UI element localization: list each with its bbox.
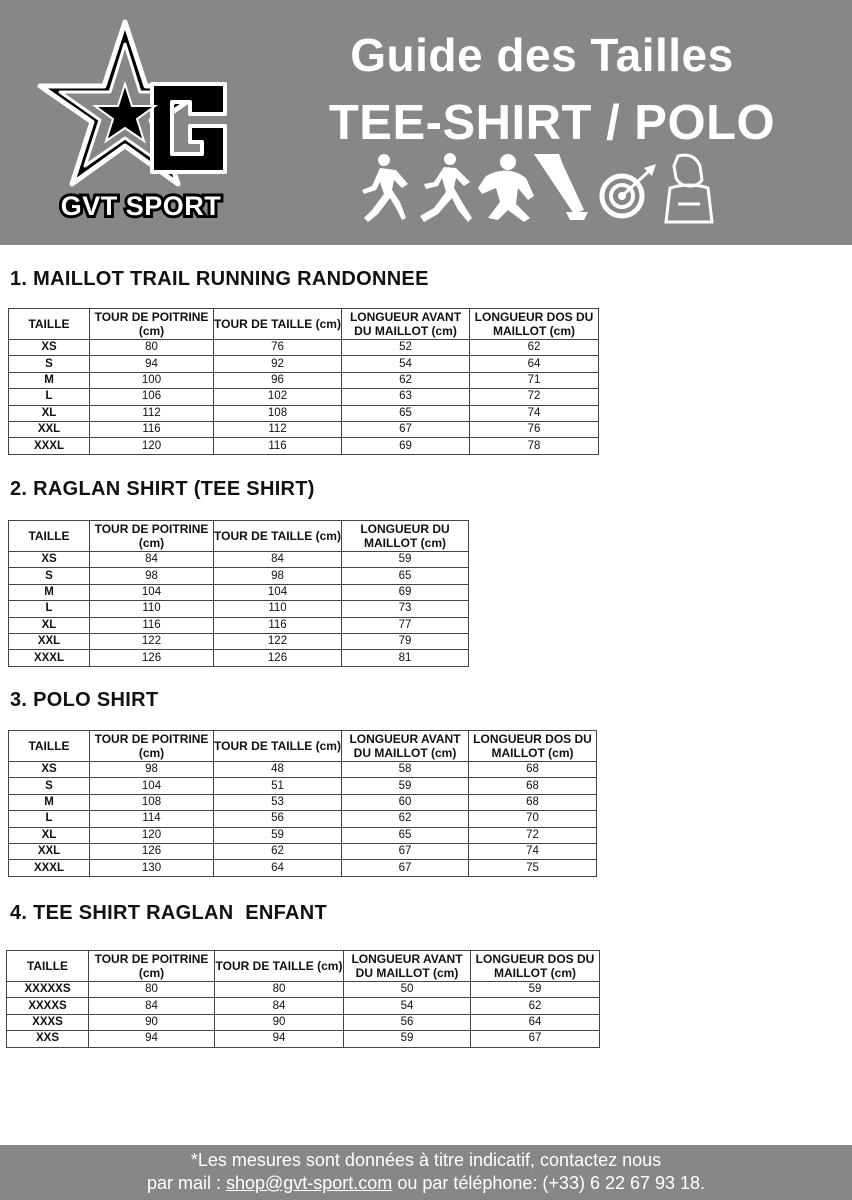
email-link[interactable]: shop@gvt-sport.com	[225, 1173, 393, 1193]
table-cell: 48	[214, 762, 342, 778]
table-row	[9, 843, 597, 859]
section-title-tee-shirt-enfant: 4. TEE SHIRT RAGLAN ENFANT	[10, 902, 328, 924]
table-cell: 59	[342, 778, 469, 794]
column-header: TOUR DE POITRINE (cm)	[90, 521, 214, 552]
table-cell: 62	[342, 372, 470, 388]
table-cell: 54	[344, 998, 471, 1014]
table-cell: 56	[214, 811, 342, 827]
section-title-maillot-trail: 1. MAILLOT TRAIL RUNNING RANDONNEE	[10, 268, 429, 290]
column-header: TOUR DE TAILLE (cm)	[214, 521, 342, 552]
table-cell: 90	[89, 1014, 215, 1030]
table-row	[9, 811, 597, 827]
table-cell: 126	[214, 650, 342, 666]
table-row	[9, 340, 599, 356]
table-cell: 96	[214, 372, 342, 388]
table-cell: 98	[90, 762, 214, 778]
size-cell: M	[9, 584, 90, 600]
column-header: TOUR DE POITRINE (cm)	[89, 951, 215, 982]
table-row	[9, 827, 597, 843]
size-table-maillot-trail	[8, 308, 599, 455]
size-cell: XXXL	[9, 650, 90, 666]
table-cell: 67	[471, 1031, 600, 1047]
table-cell: 74	[470, 405, 599, 421]
sport-icons-row	[358, 152, 718, 224]
table-cell: 116	[90, 617, 214, 633]
table-cell: 52	[342, 340, 470, 356]
table-cell: 76	[470, 421, 599, 437]
table-cell: 90	[215, 1014, 344, 1030]
size-cell: XXXL	[9, 860, 90, 876]
table-row	[9, 389, 599, 405]
table-cell: 59	[344, 1031, 471, 1047]
footer-band	[0, 1145, 852, 1200]
size-cell: XXL	[9, 633, 90, 649]
table-cell: 50	[344, 982, 471, 998]
size-cell: XS	[9, 552, 90, 568]
footer-contact	[0, 1172, 852, 1194]
column-header: TOUR DE TAILLE (cm)	[214, 309, 342, 340]
table-cell: 120	[90, 827, 214, 843]
size-cell: M	[9, 372, 90, 388]
table-cell: 100	[90, 372, 214, 388]
table-row	[9, 633, 469, 649]
footer-disclaimer: *Les mesures sont données à titre indicatif, contactez nous	[190, 1150, 662, 1170]
table-row	[9, 568, 469, 584]
column-header: LONGUEUR AVANT DU MAILLOT (cm)	[342, 309, 470, 340]
table-cell: 126	[90, 843, 214, 859]
table-row	[9, 584, 469, 600]
table-cell: 64	[471, 1014, 600, 1030]
table-row	[9, 372, 599, 388]
table-cell: 62	[470, 340, 599, 356]
man-running-icon	[420, 153, 472, 222]
column-header: TAILLE	[9, 309, 90, 340]
column-header: TOUR DE TAILLE (cm)	[215, 951, 344, 982]
table-cell: 77	[342, 617, 469, 633]
table-cell: 74	[469, 843, 597, 859]
footer-contact-suffix: ou par téléphone: (+33) 6 22 67 93 18.	[392, 1173, 706, 1193]
column-header: TAILLE	[9, 731, 90, 762]
table-cell: 104	[214, 584, 342, 600]
size-cell: XXXXXS	[7, 982, 89, 998]
header-band	[0, 0, 852, 245]
table-cell: 67	[342, 421, 470, 437]
table-cell: 69	[342, 584, 469, 600]
table-row	[9, 650, 469, 666]
table-cell: 72	[470, 389, 599, 405]
size-cell: XXL	[9, 421, 90, 437]
table-cell: 104	[90, 584, 214, 600]
column-header: TOUR DE POITRINE (cm)	[90, 309, 214, 340]
table-row	[9, 794, 597, 810]
column-header: LONGUEUR DOS DU MAILLOT (cm)	[470, 309, 599, 340]
table-header-row	[9, 731, 597, 762]
table-cell: 59	[214, 827, 342, 843]
table-cell: 116	[214, 617, 342, 633]
hoodie-person-icon	[666, 155, 712, 222]
table-cell: 106	[90, 389, 214, 405]
size-table-raglan-shirt	[8, 520, 469, 667]
table-cell: 120	[90, 438, 214, 454]
table-cell: 68	[469, 762, 597, 778]
table-cell: 116	[214, 438, 342, 454]
size-cell: L	[9, 389, 90, 405]
brand-name: GVT SPORT	[60, 191, 222, 221]
column-header: TAILLE	[7, 951, 89, 982]
table-cell: 59	[342, 552, 469, 568]
table-cell: 114	[90, 811, 214, 827]
table-cell: 80	[215, 982, 344, 998]
table-cell: 81	[342, 650, 469, 666]
column-header: TOUR DE POITRINE (cm)	[90, 731, 214, 762]
table-cell: 84	[215, 998, 344, 1014]
size-cell: XXXS	[7, 1014, 89, 1030]
table-cell: 84	[214, 552, 342, 568]
table-row	[9, 552, 469, 568]
hiker-kneeling-icon	[478, 154, 534, 222]
table-cell: 84	[90, 552, 214, 568]
table-cell: 68	[469, 778, 597, 794]
table-cell: 110	[90, 601, 214, 617]
column-header: LONGUEUR DU MAILLOT (cm)	[342, 521, 469, 552]
table-cell: 62	[471, 998, 600, 1014]
column-header: LONGUEUR DOS DU MAILLOT (cm)	[471, 951, 600, 982]
table-row	[9, 405, 599, 421]
table-cell: 78	[470, 438, 599, 454]
table-row	[9, 778, 597, 794]
table-cell: 62	[214, 843, 342, 859]
page-title: Guide des Tailles	[350, 29, 734, 81]
table-cell: 64	[214, 860, 342, 876]
table-cell: 116	[90, 421, 214, 437]
table-cell: 60	[342, 794, 469, 810]
table-cell: 92	[214, 356, 342, 372]
table-cell: 73	[342, 601, 469, 617]
table-row	[7, 1014, 600, 1030]
table-cell: 68	[469, 794, 597, 810]
table-cell: 112	[214, 421, 342, 437]
table-row	[9, 421, 599, 437]
table-row	[9, 617, 469, 633]
table-row	[9, 601, 469, 617]
table-cell: 67	[342, 860, 469, 876]
table-cell: 72	[469, 827, 597, 843]
woman-running-icon	[362, 154, 408, 222]
table-cell: 69	[342, 438, 470, 454]
table-header-row	[7, 951, 600, 982]
size-cell: S	[9, 568, 90, 584]
table-cell: 80	[89, 982, 215, 998]
size-cell: M	[9, 794, 90, 810]
table-cell: 104	[90, 778, 214, 794]
table-cell: 79	[342, 633, 469, 649]
table-cell: 64	[470, 356, 599, 372]
table-cell: 65	[342, 827, 469, 843]
table-cell: 130	[90, 860, 214, 876]
size-cell: XL	[9, 405, 90, 421]
size-cell: XXL	[9, 843, 90, 859]
table-row	[7, 1031, 600, 1047]
table-cell: 62	[342, 811, 469, 827]
table-row	[7, 982, 600, 998]
table-cell: 59	[471, 982, 600, 998]
table-cell: 84	[89, 998, 215, 1014]
size-cell: XS	[9, 340, 90, 356]
table-cell: 71	[470, 372, 599, 388]
section-title-polo-shirt: 3. POLO SHIRT	[10, 689, 159, 711]
table-cell: 98	[90, 568, 214, 584]
table-header-row	[9, 521, 469, 552]
column-header: LONGUEUR DOS DU MAILLOT (cm)	[469, 731, 597, 762]
table-cell: 54	[342, 356, 470, 372]
table-cell: 122	[214, 633, 342, 649]
column-header: TOUR DE TAILLE (cm)	[214, 731, 342, 762]
page-subtitle: TEE-SHIRT / POLO	[328, 96, 776, 150]
size-cell: XL	[9, 827, 90, 843]
size-table-tee-shirt-enfant	[6, 950, 600, 1048]
footer-contact-prefix: par mail :	[146, 1173, 226, 1193]
table-row	[9, 762, 597, 778]
size-cell: L	[9, 601, 90, 617]
section-title-raglan-shirt: 2. RAGLAN SHIRT (TEE SHIRT)	[10, 478, 315, 500]
table-cell: 98	[214, 568, 342, 584]
table-cell: 94	[215, 1031, 344, 1047]
table-cell: 67	[342, 843, 469, 859]
table-cell: 94	[89, 1031, 215, 1047]
table-cell: 108	[214, 405, 342, 421]
column-header: LONGUEUR AVANT DU MAILLOT (cm)	[344, 951, 471, 982]
table-cell: 112	[90, 405, 214, 421]
column-header: LONGUEUR AVANT DU MAILLOT (cm)	[342, 731, 469, 762]
table-cell: 122	[90, 633, 214, 649]
table-cell: 65	[342, 405, 470, 421]
size-cell: L	[9, 811, 90, 827]
table-cell: 76	[214, 340, 342, 356]
target-icon	[602, 164, 656, 216]
table-cell: 58	[342, 762, 469, 778]
table-header-row	[9, 309, 599, 340]
size-cell: XS	[9, 762, 90, 778]
table-cell: 80	[90, 340, 214, 356]
table-row	[9, 860, 597, 876]
table-cell: 94	[90, 356, 214, 372]
table-cell: 53	[214, 794, 342, 810]
table-cell: 63	[342, 389, 470, 405]
table-cell: 75	[469, 860, 597, 876]
table-row	[9, 438, 599, 454]
size-cell: XXXL	[9, 438, 90, 454]
table-cell: 70	[469, 811, 597, 827]
size-cell: XXS	[7, 1031, 89, 1047]
table-cell: 51	[214, 778, 342, 794]
table-cell: 56	[344, 1014, 471, 1030]
table-row	[9, 356, 599, 372]
table-cell: 126	[90, 650, 214, 666]
size-cell: XL	[9, 617, 90, 633]
sailing-icon	[534, 154, 588, 220]
table-cell: 110	[214, 601, 342, 617]
size-cell: S	[9, 778, 90, 794]
table-cell: 65	[342, 568, 469, 584]
table-cell: 108	[90, 794, 214, 810]
table-cell: 102	[214, 389, 342, 405]
size-cell: XXXXS	[7, 998, 89, 1014]
table-row	[7, 998, 600, 1014]
size-cell: S	[9, 356, 90, 372]
column-header: TAILLE	[9, 521, 90, 552]
size-table-polo-shirt	[8, 730, 597, 877]
